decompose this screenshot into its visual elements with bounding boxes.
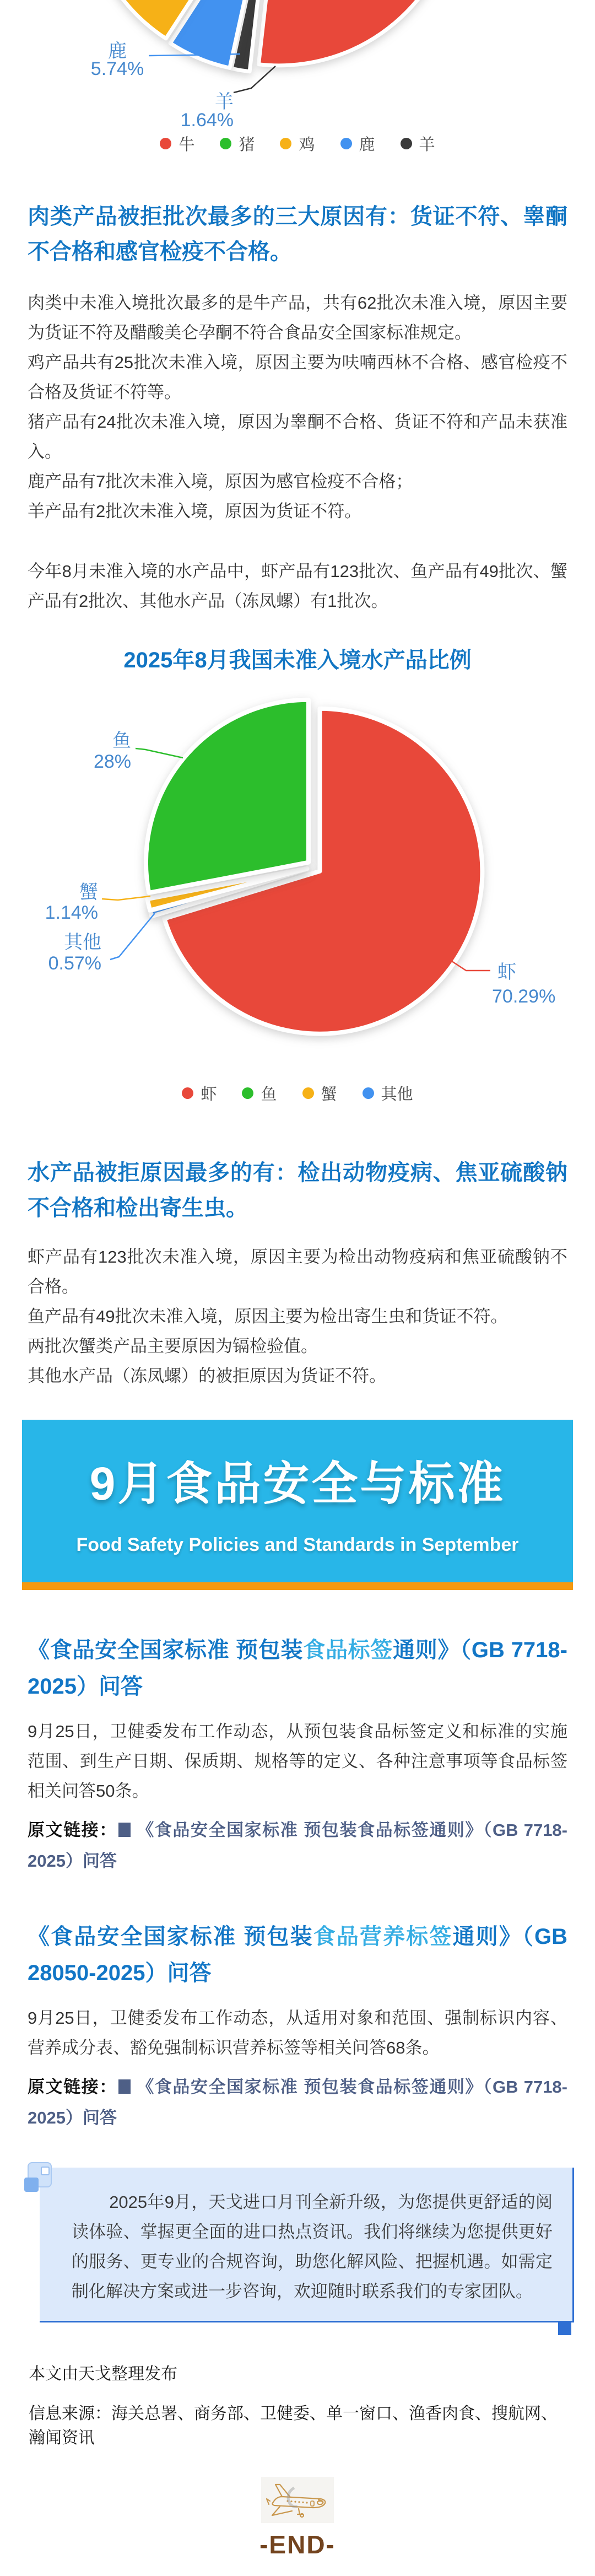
water-paragraph-crab: 两批次蟹类产品主要原因为镉检验值。	[28, 1336, 318, 1356]
sources-line: 信息来源：海关总署、商务部、卫健委、单一窗口、渔香肉食、搜航网、瀚闻资讯	[29, 2405, 558, 2447]
water-paragraph-shrimp: 虾产品有123批次未准入境，原因主要为检出动物疫病和焦亚硫酸钠不合格。	[28, 1247, 567, 1296]
crab-slice-label: 蟹	[79, 882, 98, 903]
gb7718-source-link[interactable]: 《食品安全国家标准 预包装食品标签通则》（GB 7718-2025）问答	[28, 1820, 567, 1871]
meat-pie-chart	[0, 0, 595, 155]
meat-paragraph-sheep: 羊产品有2批次未准入境，原因为货证不符。	[28, 502, 362, 521]
crab-leader-line	[102, 896, 150, 900]
gb28050-section	[0, 1918, 595, 2133]
water-paragraph-fish: 鱼产品有49批次未准入境，原因主要为检出寄生虫和货证不符。	[28, 1307, 508, 1326]
quote-icon	[24, 2162, 54, 2193]
gb7718-heading: 《食品安全国家标准 预包装食品标签通则》（GB 7718-2025）问答	[28, 1638, 567, 1699]
link-bullet-icon	[118, 2079, 131, 2094]
aquatic-chart-title: 2025年8月我国未准入境水产品比例	[123, 648, 472, 672]
chicken-legend-dot	[280, 138, 291, 149]
meat-paragraph-deer: 鹿产品有7批次未准入境，原因为感官检疫不合格；	[28, 472, 413, 491]
fish-legend-dot	[242, 1087, 253, 1099]
gb7718-link-line	[28, 1815, 567, 1877]
other-slice-label: 其他	[64, 932, 101, 953]
legend-item-fish[interactable]: 鱼	[242, 1082, 277, 1104]
meat-paragraph-chicken: 鸡产品共有25批次未准入境，原因主要为呋喃西林不合格、感官检疫不合格及货证不符等。	[28, 353, 567, 402]
meat-section-heading: 肉类产品被拒批次最多的三大原因有：货证不符、睾酮不合格和感官检疫不合格。	[28, 204, 567, 264]
pork-legend-dot	[220, 138, 231, 149]
banner-title: 9月食品安全与标准	[89, 1457, 506, 1510]
gb28050-heading: 《食品安全国家标准 预包装食品营养标签通则》（GB 28050-2025）问答	[28, 1925, 567, 1985]
legend-item-chicken[interactable]: 鸡	[280, 132, 315, 155]
gb28050-heading-highlight: 食品营养标签	[313, 1925, 453, 1949]
legend-item-beef[interactable]: 牛	[160, 132, 194, 155]
aquatic-pie-svg[interactable]	[0, 680, 595, 1060]
fish-slice-label: 鱼	[112, 730, 131, 751]
crab-legend-dot	[302, 1087, 314, 1099]
aquatic-pie-legend	[0, 1082, 595, 1104]
gb7718-section	[0, 1632, 595, 1877]
september-banner	[22, 1420, 573, 1590]
sheep-legend-dot	[401, 138, 412, 149]
legend-item-pork[interactable]: 猪	[220, 132, 255, 155]
meat-pie-legend	[0, 132, 595, 155]
legend-item-other[interactable]: 其他	[363, 1082, 413, 1104]
other-slice-pct: 0.57%	[48, 953, 101, 974]
water-section-heading: 水产品被拒原因最多的有：检出动物疫病、焦亚硫酸钠不合格和检出寄生虫。	[28, 1161, 567, 1220]
source-link-label: 原文链接：	[28, 2077, 117, 2097]
publisher-line: 本文由天戈整理发布	[29, 2365, 177, 2383]
deer-slice-label: 鹿	[108, 41, 127, 62]
source-link-label: 原文链接：	[28, 1820, 117, 1840]
fish-slice-pct: 28%	[93, 751, 131, 772]
meat-paragraph-pork: 猪产品有24批次未准入境，原因为睾酮不合格、货证不符和产品未获准入。	[28, 412, 567, 461]
meat-section	[0, 199, 595, 616]
end-mark: -END-	[259, 2530, 336, 2559]
deer-legend-dot	[340, 138, 352, 149]
shrimp-slice-label: 虾	[497, 962, 516, 983]
legend-item-shrimp[interactable]: 虾	[182, 1082, 217, 1104]
airplane-icon	[261, 2477, 334, 2523]
crab-slice-pct: 1.14%	[45, 902, 98, 923]
fish-leader-line	[136, 748, 183, 758]
legend-item-deer[interactable]: 鹿	[340, 132, 375, 155]
legend-item-sheep[interactable]: 羊	[401, 132, 435, 155]
deer-slice-pct: 5.74%	[90, 58, 144, 79]
sheep-slice-pct: 1.64%	[180, 110, 234, 131]
aquatic-pie-chart	[0, 643, 595, 1104]
other-leader-line	[110, 913, 155, 960]
beef-legend-dot	[160, 138, 171, 149]
aquatic-intro-paragraph: 今年8月未准入境的水产品中，虾产品有123批次、鱼产品有49批次、蟹产品有2批次、其他水产品（冻凤螺）有1批次。	[28, 562, 567, 611]
banner-background	[22, 1420, 573, 1582]
shrimp-legend-dot	[182, 1087, 193, 1099]
sheep-slice-label: 羊	[215, 91, 234, 112]
box-corner-square	[558, 2322, 571, 2335]
water-paragraph-other: 其他水产品（冻凤螺）的被拒原因为货证不符。	[28, 1366, 386, 1386]
gb28050-link-line	[28, 2072, 567, 2133]
water-section	[0, 1155, 595, 1391]
meat-paragraph-beef: 肉类中未准入境批次最多的是牛产品，共有62批次未准入境，原因主要为货证不符及醋酸美仑孕酮不符合食品安全国家标准规定。	[28, 293, 567, 342]
shrimp-slice-pct: 70.29%	[492, 986, 556, 1007]
gb28050-body: 9月25日，卫健委发布工作动态，从适用对象和范围、强制标识内容、营养成分表、豁免强制标识营养标签等相关问答68条。	[28, 2008, 567, 2057]
meat-pie-svg[interactable]	[0, 0, 595, 132]
footer	[0, 2360, 595, 2559]
banner-orange-bar	[22, 1582, 573, 1590]
legend-item-crab[interactable]: 蟹	[302, 1082, 337, 1104]
gb28050-source-link[interactable]: 《食品安全国家标准 预包装食品标签通则》（GB 7718-2025）问答	[28, 2077, 567, 2127]
promo-text: 2025年9月，天戈进口月刊全新升级，为您提供更舒适的阅读体验、掌握更全面的进口热点资讯。我们将继续为您提供更好的服务、更专业的合规咨询，助您化解风险、把握机遇。如需定制化解决方案或进一步咨询，欢迎随时联系我们的专家团队。	[72, 2192, 553, 2301]
other-legend-dot	[363, 1087, 374, 1099]
gb7718-heading-highlight: 食品标签	[303, 1638, 393, 1662]
promo-quote-box	[40, 2168, 574, 2322]
gb7718-body: 9月25日，卫健委发布工作动态，从预包装食品标签定义和标准的实施范围、到生产日期、保质期、规格等的定义、各种注意事项等食品标签相关问答50条。	[28, 1722, 567, 1801]
link-bullet-icon	[118, 1823, 131, 1837]
banner-subtitle: Food Safety Policies and Standards in September	[76, 1534, 519, 1555]
